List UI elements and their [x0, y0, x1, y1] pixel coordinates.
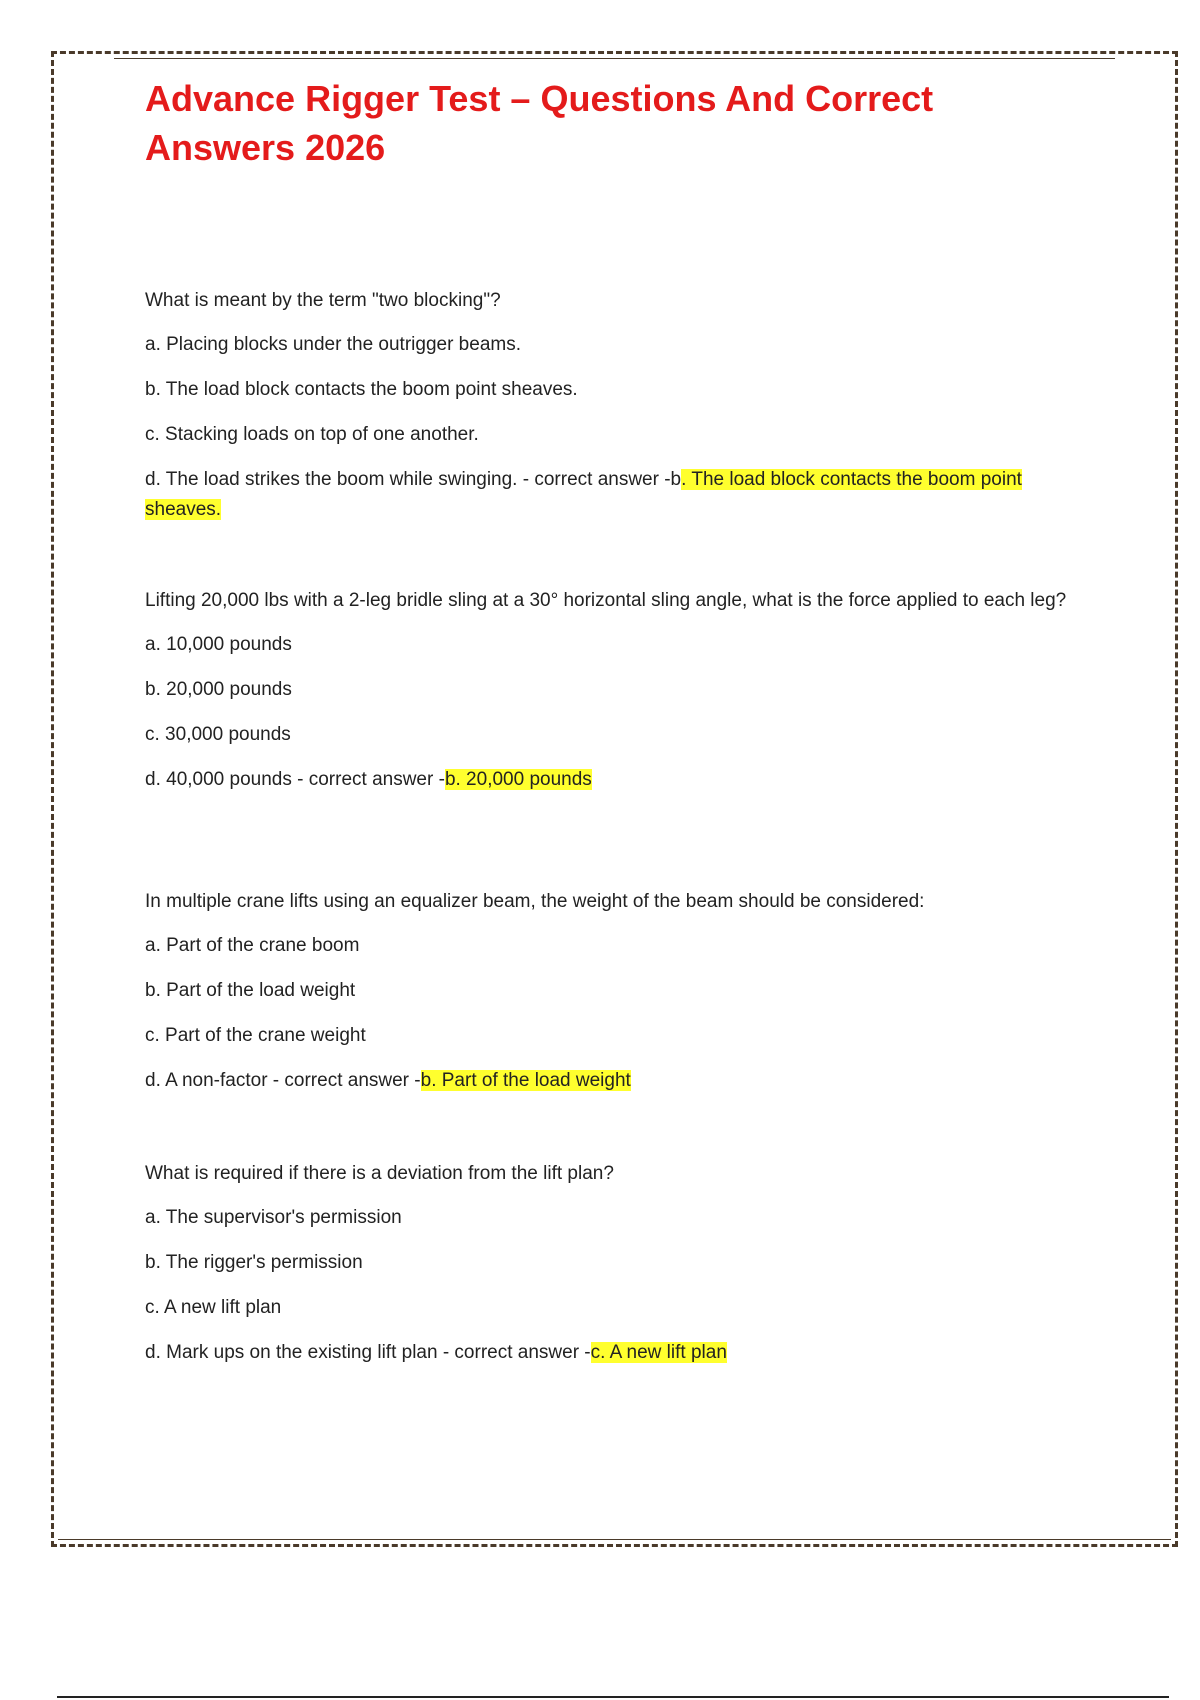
- option-d: d. 40,000 pounds - correct answer -: [145, 769, 445, 790]
- document-title: Advance Rigger Test – Questions And Correct Answers 2026: [145, 78, 934, 168]
- option-d: d. The load strikes the boom while swinging. - correct answer -: [145, 469, 671, 490]
- correct-answer-highlight: c. A new lift plan: [590, 1342, 727, 1363]
- option-a: a. Placing blocks under the outrigger beams.: [145, 334, 521, 355]
- option-c: c. Part of the crane weight: [145, 1025, 366, 1046]
- option-b: b. Part of the load weight: [145, 980, 356, 1001]
- option-a: a. The supervisor's permission: [145, 1207, 402, 1228]
- border-inner-line-top: [114, 58, 1115, 59]
- option-b: b. The rigger's permission: [145, 1252, 363, 1273]
- footer-rule: [57, 1696, 1169, 1698]
- option-d: d. Mark ups on the existing lift plan - correct answer -: [145, 1342, 591, 1363]
- question-text: What is required if there is a deviation from the lift plan?: [145, 1163, 614, 1184]
- option-b: b. The load block contacts the boom point sheaves.: [145, 379, 578, 400]
- option-d-with-answer: [145, 1338, 1085, 1368]
- option-c: c. Stacking loads on top of one another.: [145, 424, 479, 445]
- correct-answer-highlight: . The load block contacts the boom point sheaves.: [145, 469, 1022, 520]
- answer-prefix: b: [670, 469, 682, 490]
- question-text: Lifting 20,000 lbs with a 2-leg bridle sling at a 30° horizontal sling angle, what is the force applied to each leg?: [145, 590, 1067, 611]
- correct-answer-highlight: b. 20,000 pounds: [444, 769, 592, 790]
- border-inner-line-bottom: [58, 1539, 1171, 1540]
- question-text: In multiple crane lifts using an equalizer beam, the weight of the beam should be considered:: [145, 891, 925, 912]
- option-d-with-answer: [145, 465, 1085, 525]
- option-b: b. 20,000 pounds: [145, 679, 292, 700]
- question-text: What is meant by the term "two blocking"?: [145, 290, 501, 311]
- option-d: d. A non-factor - correct answer -: [145, 1070, 421, 1091]
- option-d-with-answer: [145, 765, 1085, 795]
- correct-answer-highlight: b. Part of the load weight: [420, 1070, 631, 1091]
- option-c: c. A new lift plan: [145, 1297, 282, 1318]
- option-c: c. 30,000 pounds: [145, 724, 291, 745]
- option-a: a. Part of the crane boom: [145, 935, 360, 956]
- question-block-4: [145, 1159, 1085, 1383]
- option-a: a. 10,000 pounds: [145, 634, 292, 655]
- question-block-1: [145, 286, 1085, 540]
- question-block-2: [145, 586, 1085, 810]
- option-d-with-answer: [145, 1066, 1085, 1096]
- question-block-3: [145, 887, 1085, 1111]
